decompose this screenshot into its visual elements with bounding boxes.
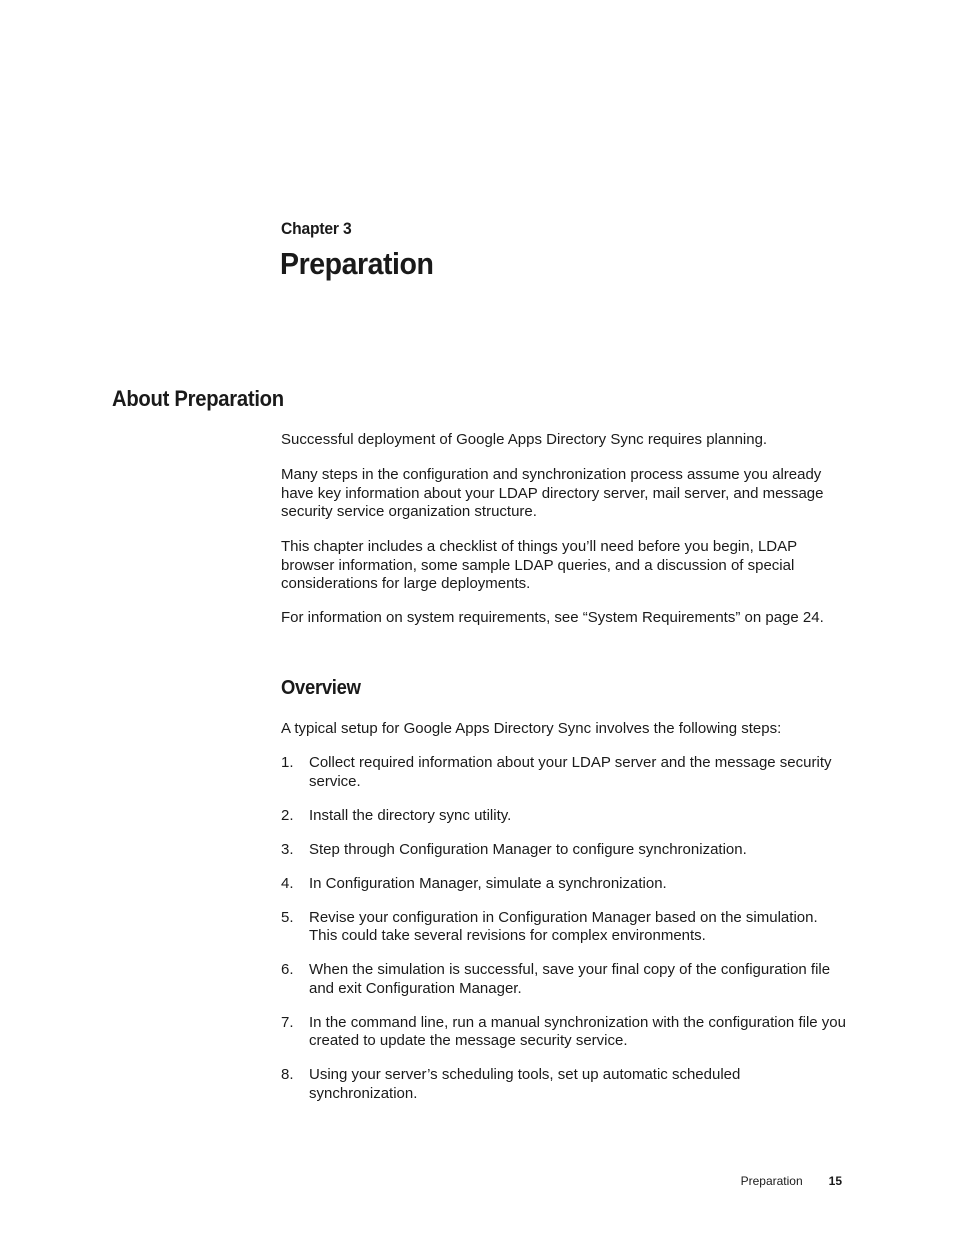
paragraph: Successful deployment of Google Apps Directory Sync requires planning.: [281, 431, 768, 448]
step-text: Revise your configuration in Configuration Manager based on the simulation. This could take several revisions for complex environments.: [309, 908, 818, 944]
step-text: Collect required information about your LDAP server and the message security service.: [309, 754, 832, 790]
list-item: [281, 875, 846, 894]
subsection-heading-overview: Overview: [281, 677, 361, 699]
section-heading-about-preparation: About Preparation: [112, 386, 284, 411]
paragraph: Many steps in the configuration and synchronization process assume you already have key information about your LDAP directory server, mail server, and message security service organization structure.: [281, 466, 824, 520]
step-text: In Configuration Manager, simulate a synchronization.: [309, 874, 667, 892]
step-number: 3.: [281, 840, 294, 858]
chapter-label: Chapter 3: [281, 219, 352, 238]
step-number: 1.: [281, 754, 294, 771]
list-item: [281, 807, 846, 826]
step-number: 6.: [281, 961, 294, 978]
chapter-title: Preparation: [280, 246, 434, 281]
list-item: [281, 841, 846, 860]
step-number: 2.: [281, 806, 294, 824]
step-text: Using your server’s scheduling tools, set up automatic scheduled synchronization.: [309, 1066, 741, 1102]
paragraph: This chapter includes a checklist of things you’ll need before you begin, LDAP browser information, some sample LDAP queries, and a discussion of special considerations for large deployments.: [281, 538, 797, 592]
page-footer: [741, 1174, 842, 1188]
list-item: [281, 961, 846, 998]
step-text: When the simulation is successful, save your final copy of the configuration file and exit Configuration Manager.: [309, 961, 831, 997]
step-number: 4.: [281, 874, 294, 892]
paragraph-system-requirements-reference: For information on system requirements, see “System Requirements” on page 24.: [281, 609, 824, 626]
overview-intro: A typical setup for Google Apps Directory Sync involves the following steps:: [281, 720, 782, 737]
step-number: 5.: [281, 908, 294, 926]
list-item: [281, 754, 846, 791]
step-number: 8.: [281, 1066, 294, 1083]
list-item: [281, 1014, 846, 1051]
step-text: In the command line, run a manual synchronization with the configuration file you created to update the message security service.: [309, 1013, 846, 1049]
step-text: Install the directory sync utility.: [309, 806, 512, 824]
step-number: 7.: [281, 1013, 294, 1031]
list-item: [281, 1066, 846, 1103]
step-text: Step through Configuration Manager to configure synchronization.: [309, 840, 747, 858]
footer-page-number: 15: [828, 1174, 842, 1188]
footer-section-name: Preparation: [740, 1174, 803, 1188]
list-item: [281, 909, 846, 946]
setup-steps-list: [281, 754, 846, 1119]
